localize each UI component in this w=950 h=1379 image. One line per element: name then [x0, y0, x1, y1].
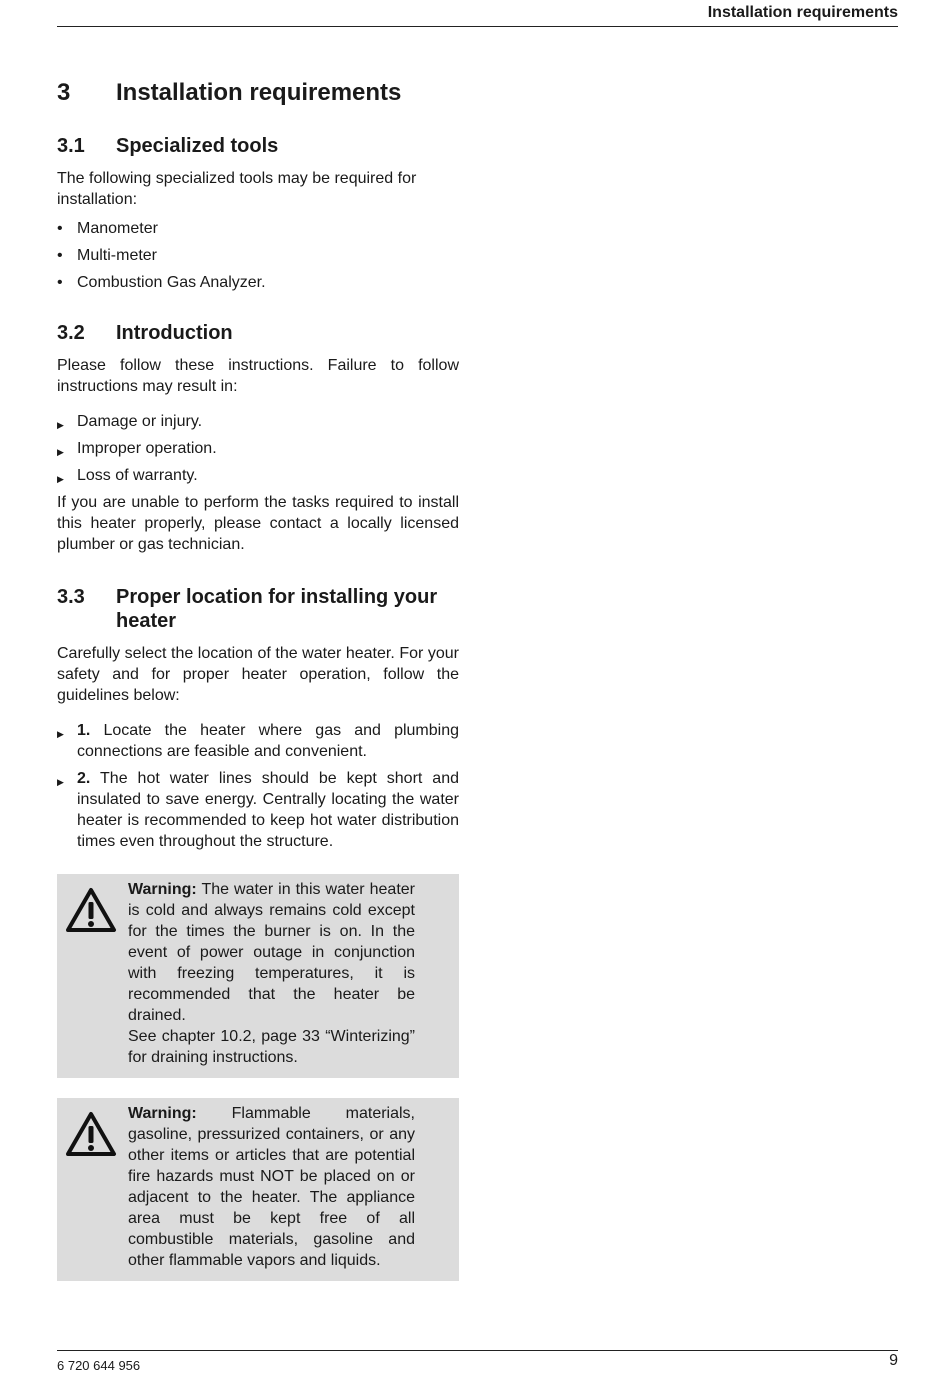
section-number: 3.1 — [57, 135, 85, 157]
list-item — [57, 768, 459, 852]
page-footer — [57, 1350, 898, 1373]
warning-reference: See chapter 10.2, page 33 “Winterizing” for draining instructions. — [128, 1028, 415, 1066]
specialized-tools-intro: The following specialized tools may be required for installation: — [57, 170, 417, 208]
page-number: 9 — [889, 1352, 898, 1369]
section-heading-specialized-tools — [57, 134, 459, 158]
step-text: Locate the heater where gas and plumbing connections are feasible and convenient. — [77, 722, 459, 760]
running-header — [57, 0, 898, 27]
warning-body: Flammable materials, gasoline, pressurized containers, or any other items or articles that are potential fire hazards must NOT be placed on or adjacent to the heater. The appliance area must be kept free of all combustible materials, gasoline and other flammable vapors and liquids. — [128, 1105, 415, 1269]
list-item: • Manometer — [57, 218, 459, 239]
warning-triangle-icon — [65, 1103, 128, 1271]
introduction-intro: Please follow these instructions. Failure to follow instructions may result in: — [57, 357, 459, 395]
section-title: Proper location for installing your heater — [116, 586, 438, 632]
warning-box-flammable — [57, 1098, 459, 1281]
warning-box-cold-water — [57, 874, 459, 1078]
proper-location-intro: Carefully select the location of the water heater. For your safety and for proper heater operation, follow the guidelines below: — [57, 645, 459, 704]
running-header-title: Installation requirements — [707, 4, 898, 21]
step-text: The hot water lines should be kept short and insulated to save energy. Centrally locating the water heater is recommended to keep hot water distribution times even throughout the structure. — [77, 770, 459, 850]
section-heading-proper-location — [57, 585, 459, 633]
warning-label: Warning: — [128, 1105, 197, 1122]
warning-body: The water in this water heater is cold and always remains cold except for the times the burner is on. In the event of power outage in conjunction with freezing temperatures, it is recommended that the heater be drained. — [128, 881, 416, 1024]
guidelines-list — [57, 720, 459, 852]
list-item: • Combustion Gas Analyzer. — [57, 272, 459, 293]
list-item: ▶ Improper operation. — [57, 438, 459, 459]
consequences-list — [57, 411, 459, 486]
step-number: 1. — [77, 722, 91, 739]
warning-triangle-icon — [65, 879, 128, 1068]
step-number: 2. — [77, 770, 91, 787]
list-item: • Multi-meter — [57, 245, 459, 266]
chapter-heading — [57, 78, 459, 108]
document-number: 6 720 644 956 — [57, 1358, 141, 1373]
section-title: Introduction — [116, 322, 233, 344]
list-item — [57, 720, 459, 762]
warning-label: Warning: — [128, 881, 197, 898]
section-heading-introduction — [57, 321, 459, 345]
warning-text — [128, 879, 415, 1068]
chapter-number: 3 — [57, 79, 71, 106]
list-item: ▶ Loss of warranty. — [57, 465, 459, 486]
warning-text — [128, 1103, 415, 1271]
chapter-title: Installation requirements — [116, 79, 402, 106]
section-number: 3.3 — [57, 586, 85, 608]
section-number: 3.2 — [57, 322, 85, 344]
tools-list — [57, 218, 459, 293]
content-column — [57, 78, 459, 1301]
introduction-outro: If you are unable to perform the tasks required to install this heater properly, please contact a locally licensed plumber or gas technician. — [57, 494, 459, 553]
section-title: Specialized tools — [116, 135, 279, 157]
list-item: ▶ Damage or injury. — [57, 411, 459, 432]
